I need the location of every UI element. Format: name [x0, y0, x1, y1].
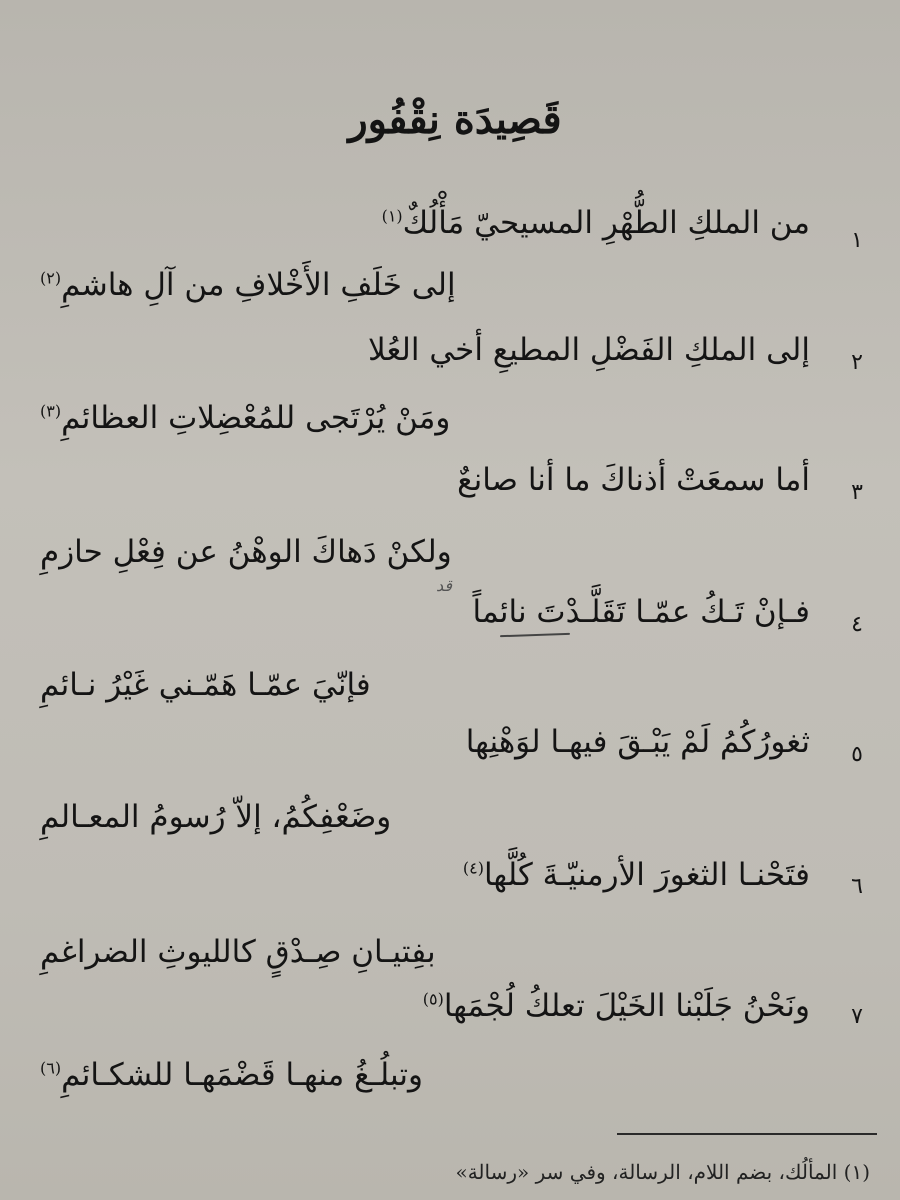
footnote-ref: (٣): [40, 401, 62, 421]
verse-second-hemistich: [40, 797, 391, 837]
verse-text: فـإنْ تَـكُ عمّـا تَقَلَّـدْتَ نائماً: [472, 594, 810, 630]
verse-text: من الملكِ الطُّهْرِ المسيحيّ مَأْلُكٌ: [402, 205, 810, 241]
verse-first-hemistich: [473, 592, 811, 632]
verse-text: أما سمعَتْ أذناكَ ما أنا صانعٌ: [457, 462, 810, 498]
poem-title: قَصِيدَة نِقْفُور: [348, 96, 562, 143]
verse-first-hemistich: [423, 986, 810, 1026]
footnote-number: (١): [843, 1160, 870, 1184]
verse-number: ٦: [851, 874, 863, 899]
verse-number: ٥: [851, 742, 863, 767]
verse-text: إلى خَلَفِ الأَخْلافِ من آلِ هاشمِ: [61, 267, 456, 303]
verse-text: وتبلُـغُ منهـا قَضْمَهـا للشكـائمِ: [61, 1057, 423, 1093]
verse-text: فتَحْنـا الثغورَ الأرمنيّـةَ كُلَّها: [483, 857, 810, 893]
verse-number: ٢: [851, 350, 863, 375]
verse-text: ولكنْ دَهاكَ الوهْنُ عن فِعْلِ حازمِ: [40, 534, 452, 570]
footnote-ref: (٤): [462, 858, 484, 878]
verse-second-hemistich: [40, 532, 452, 572]
verse-first-hemistich: [382, 203, 810, 243]
verse-text: فإنّيَ عمّـا هَمّـني غَيْرُ نـائمِ: [40, 667, 371, 703]
footnote-separator: [617, 1133, 877, 1135]
verse-number: ٧: [851, 1004, 863, 1029]
footnote-ref: (١): [381, 206, 403, 226]
footnote-text: المألُك، بضم اللام، الرسالة، وفي سر «رسالة»: [455, 1160, 838, 1184]
verse-second-hemistich: [40, 398, 450, 438]
footnote-ref: (٦): [40, 1058, 62, 1078]
verse-second-hemistich: [40, 932, 436, 972]
verse-second-hemistich: [40, 665, 371, 705]
pencil-underline: [500, 633, 570, 637]
verse-text: ثغورُكُمُ لَمْ يَبْـقَ فيهـا لوَهْنِها: [465, 724, 810, 760]
verse-number: ١: [851, 228, 863, 253]
verse-number: ٤: [851, 612, 863, 637]
verse-text: إلى الملكِ الفَضْلِ المطيعِ أخي العُلا: [367, 332, 810, 368]
verse-text: ونَحْنُ جَلَبْنا الخَيْلَ تعلكُ لُجْمَها: [443, 988, 810, 1024]
footnote-ref: (٢): [40, 268, 62, 288]
footnote: [455, 1160, 870, 1184]
verse-second-hemistich: [40, 265, 456, 305]
pencil-margin-note: قد: [436, 576, 453, 595]
footnote-ref: (٥): [422, 989, 444, 1009]
verse-first-hemistich: [457, 460, 810, 500]
verse-number: ٣: [851, 480, 863, 505]
verse-text: وضَعْفِكُمُ، إلاّ رُسومُ المعـالمِ: [40, 799, 392, 835]
verse-first-hemistich: [368, 330, 810, 370]
verse-first-hemistich: [463, 855, 810, 895]
verse-second-hemistich: [40, 1055, 423, 1095]
verse-first-hemistich: [466, 722, 810, 762]
verse-text: بفِتيـانِ صِـدْقٍ كالليوثِ الضراغمِ: [40, 934, 436, 970]
verse-text: ومَنْ يُرْتَجى للمُعْضِلاتِ العظائمِ: [61, 400, 451, 436]
